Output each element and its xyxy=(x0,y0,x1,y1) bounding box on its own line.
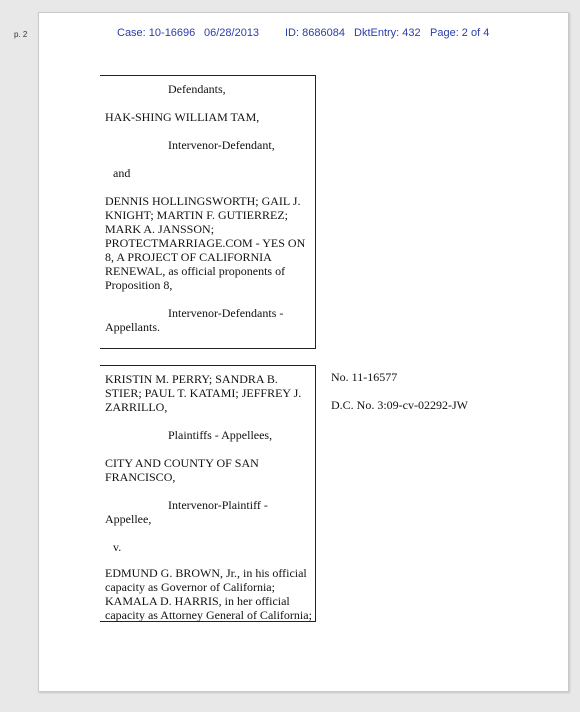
and-label: and xyxy=(113,166,131,180)
appeal-number: No. 11-16577 xyxy=(331,370,398,384)
caption-box-top xyxy=(100,75,316,349)
appellee-label: Appellee, xyxy=(105,512,152,526)
district-court-number: D.C. No. 3:09-cv-02292-JW xyxy=(331,398,468,412)
intervenor-defendant-label: Intervenor-Defendant, xyxy=(168,138,275,152)
defendants-label: Defendants, xyxy=(168,82,226,96)
header-dkt-entry: DktEntry: 432 xyxy=(354,27,421,39)
caption-box-bottom xyxy=(100,365,316,622)
party-plaintiffs: KRISTIN M. PERRY; SANDRA B. STIER; PAUL T. KATAMI; JEFFREY J. ZARRILLO, xyxy=(105,372,302,414)
intervenor-defendants-label: Intervenor-Defendants - xyxy=(168,306,284,320)
party-tam: HAK-SHING WILLIAM TAM, xyxy=(105,110,260,124)
header-id: ID: 8686084 xyxy=(285,27,345,39)
plaintiffs-appellees-label: Plaintiffs - Appellees, xyxy=(168,428,273,442)
page-label: p. 2 xyxy=(14,30,28,39)
header-date: 06/28/2013 xyxy=(204,27,260,39)
party-defendants: EDMUND G. BROWN, Jr., in his official capacity as Governor of California; KAMALA D. HARRIS, in her official capacity as Attorney General of California; xyxy=(105,566,312,622)
header-case: Case: 10-16696 xyxy=(117,27,196,39)
party-proponents: DENNIS HOLLINGSWORTH; GAIL J. KNIGHT; MARTIN F. GUTIERREZ; MARK A. JANSSON; PROTECTMARRIAGE.COM - YES ON 8, A PROJECT OF CALIFORNIA RENEWAL, as official proponents of Proposition 8, xyxy=(105,194,306,292)
versus-label: v. xyxy=(113,540,122,554)
party-city: CITY AND COUNTY OF SAN FRANCISCO, xyxy=(105,456,259,484)
header-page: Page: 2 of 4 xyxy=(430,27,490,39)
intervenor-plaintiff-label: Intervenor-Plaintiff - xyxy=(168,498,268,512)
appellants-label: Appellants. xyxy=(105,320,160,334)
document-page xyxy=(38,12,569,692)
